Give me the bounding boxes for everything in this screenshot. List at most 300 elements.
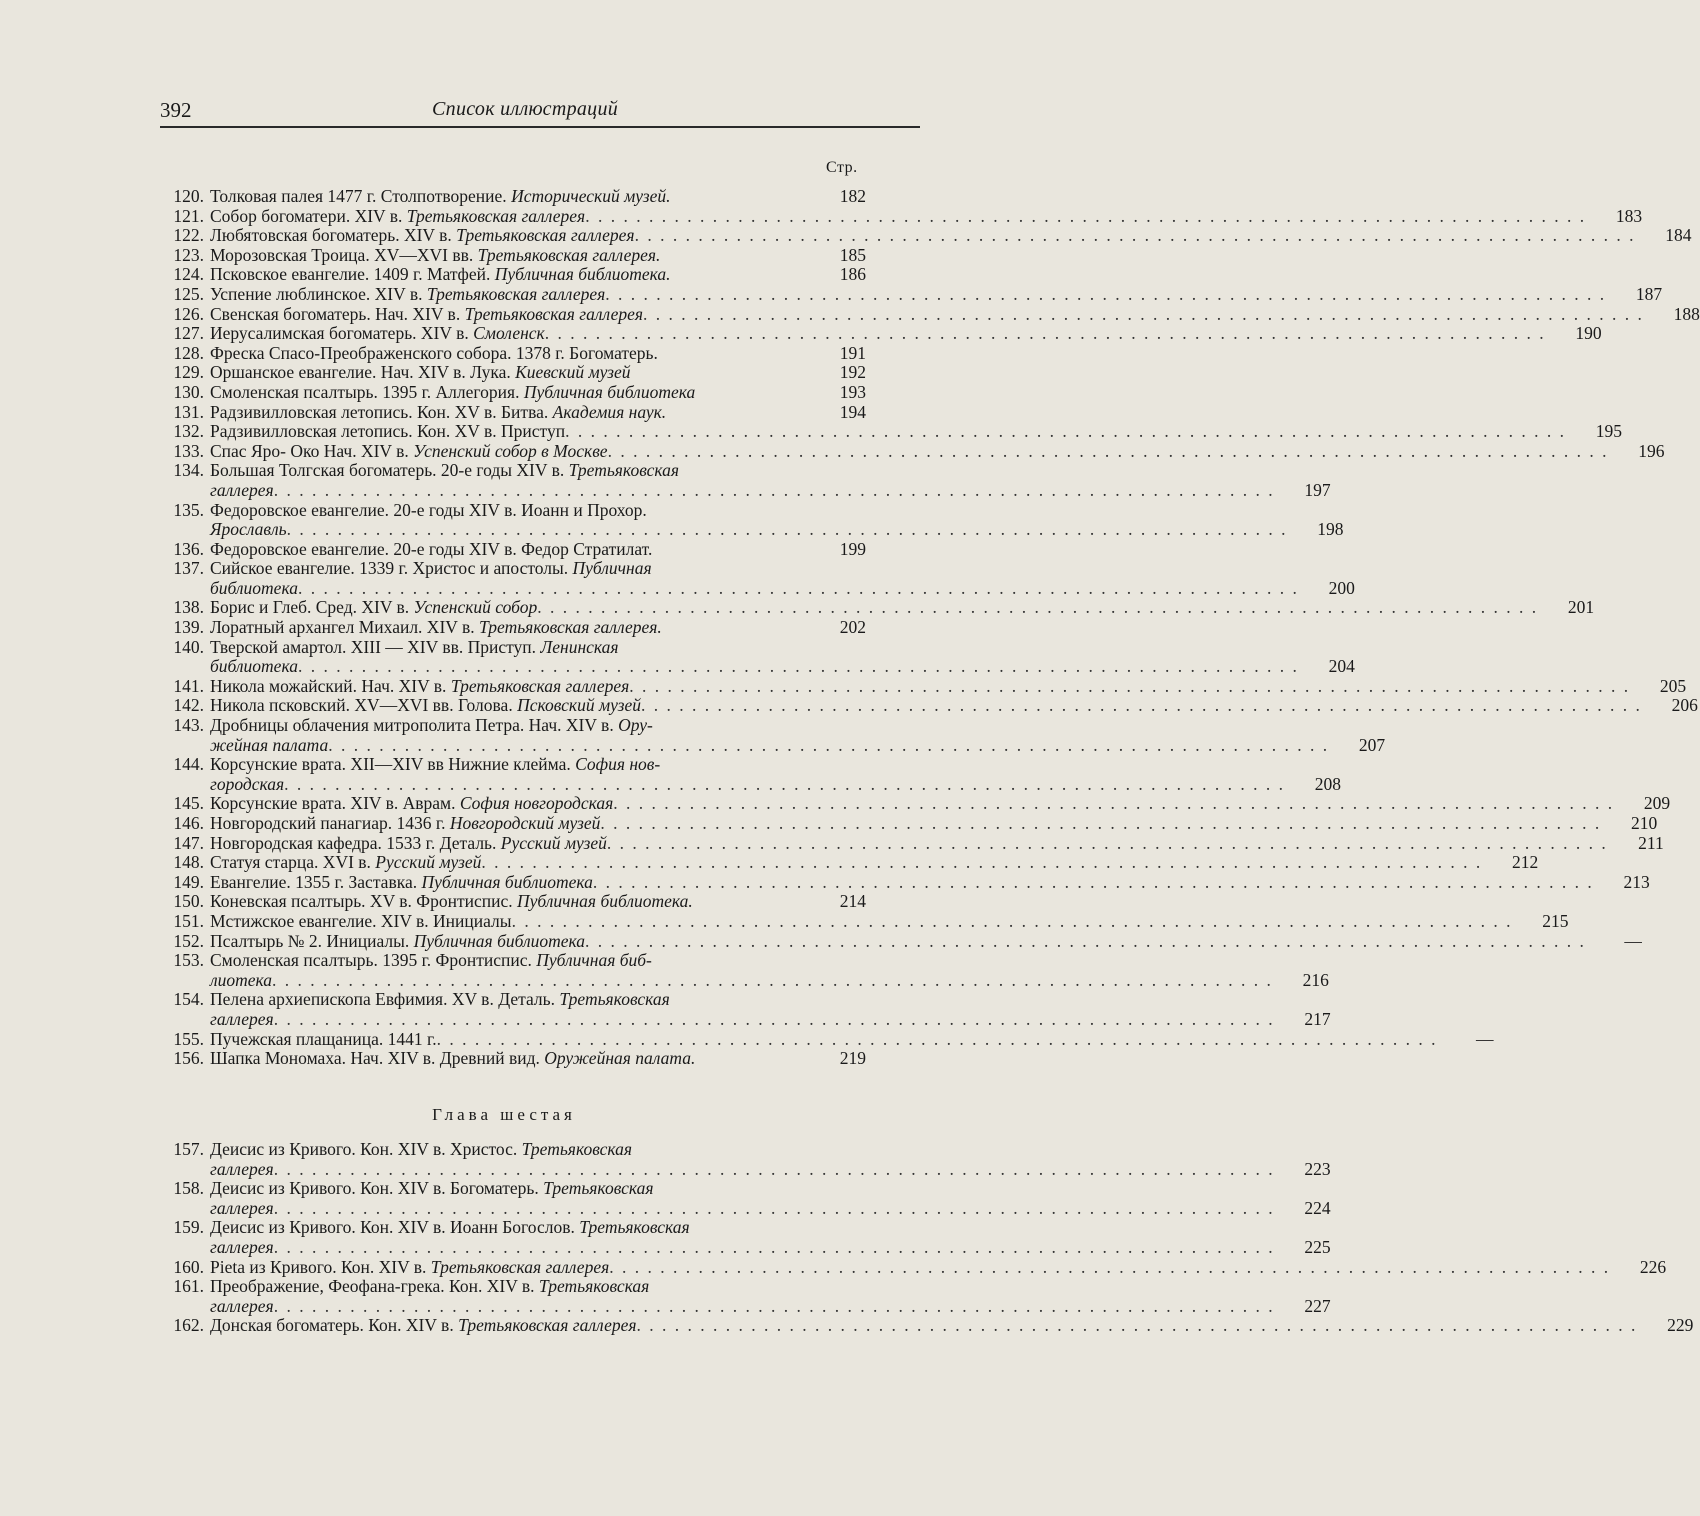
caption-line [210,990,1275,1010]
entry-number: 125. [173,283,204,304]
caption-source: лиотека [210,969,273,990]
entry-caption [208,305,1644,325]
caption-text: Дробницы облачения митрополита Петра. Нач. XIV в. [210,715,619,736]
entry-number: 122. [173,225,204,246]
dot-leader [635,226,1636,246]
caption-line [210,324,1546,344]
caption-text: Псковское евангелие. 1409 г. Матфей. [210,264,495,285]
entry-page: 186 [839,264,866,285]
caption-line [210,736,1329,756]
caption-source: Киевский музей [515,362,631,383]
dot-leader [284,775,1285,795]
list-item [160,636,1355,677]
entry-number: 124. [173,264,204,285]
list-item [160,499,1344,540]
list-item [160,323,1602,344]
caption-text: Смоленская псалтырь. 1395 г. Фронтиспис. [210,950,537,971]
caption-source: Третьяковская галлерея [406,205,586,226]
list-item [160,892,866,912]
caption-source: Русский музей [500,832,607,853]
entry-page: 227 [1304,1295,1331,1316]
entry-number: 144. [173,754,204,775]
caption-source: Третьяковская [579,1217,690,1238]
list-item [160,540,866,560]
caption-line [210,1238,1275,1258]
caption-text: Тверской амартол. XIII — XIV вв. Приступ. [210,636,541,657]
entry-caption [208,207,1586,227]
entry-number: 120. [173,186,204,206]
entry-page: 183 [1615,205,1643,226]
dot-leader [537,598,1538,618]
entry-caption [208,403,810,423]
caption-text: Иерусалимская богоматерь. XIV в. [210,323,474,344]
caption-text: Борис и Глеб. Сред. XIV в. [210,597,414,618]
entry-number: 149. [173,871,204,892]
entry-caption [208,540,810,560]
caption-source: София нов- [575,754,661,775]
caption-source: Успенский собор [413,597,538,618]
caption-line [210,501,1287,521]
caption-source: Ленинская [540,636,619,657]
caption-line [210,892,810,912]
caption-source: Оружейная палата. [544,1048,696,1069]
list-item [160,283,1663,305]
list-item [160,440,1665,462]
dot-leader [274,1010,1275,1030]
entry-caption [208,1277,1275,1316]
caption-source: Третьяковская галлерея [458,1315,637,1336]
dot-leader [545,324,1546,344]
entry-page: 225 [1304,1236,1331,1257]
caption-line [210,226,1635,246]
entry-caption [208,598,1538,618]
entry-number: 142. [173,695,204,716]
caption-text: Корсунские врата. XII—XIV вв Нижние клейма. [210,754,576,775]
entry-number: 130. [173,381,204,402]
entry-page: 211 [1638,832,1664,853]
entry-page: 204 [1328,656,1355,677]
entry-number: 139. [173,617,204,638]
caption-text: Федоровское евангелие. 20-е годы XIV в. Федор Стратилат. [210,538,653,559]
caption-source: Третьяковская [568,460,679,481]
entry-number: 136. [173,538,204,559]
entry-number: 151. [173,910,204,931]
chapter-title: Глава шестая [432,1105,576,1124]
caption-text: Смоленская псалтырь. 1395 г. Аллегория. [210,381,524,402]
caption-line [210,305,1644,325]
dot-leader [437,1030,1438,1050]
entry-page: 213 [1623,871,1650,892]
entry-caption [208,226,1635,246]
caption-line [210,422,1566,442]
caption-line [210,677,1630,697]
caption-source: Третьяковская галлерея. [479,617,662,638]
entry-caption [208,324,1546,344]
entry-page: 197 [1304,479,1331,500]
dot-leader [585,932,1586,952]
caption-text: Псалтырь № 2. Инициалы. [210,930,414,951]
entry-caption [208,912,1512,932]
caption-line [210,559,1299,579]
dot-leader [274,1238,1275,1258]
caption-source: городская [210,773,285,794]
entry-caption [208,363,810,383]
list-item [160,1217,1331,1257]
caption-source: Публичная библиотека [421,871,593,892]
entry-caption [208,932,1586,952]
caption-source: Третьяковская галлерея [430,1256,610,1277]
entry-number: 140. [173,636,204,657]
caption-text: Новгородская кафедра. 1533 г. Деталь. [210,832,501,853]
entry-number: 127. [173,323,204,344]
caption-line [210,1160,1275,1180]
caption-text: Успение люблинское. XIV в. [210,283,427,304]
dot-leader [274,1297,1275,1317]
caption-line [210,207,1586,227]
entry-page: 216 [1302,969,1329,990]
list-item [160,303,1700,325]
entry-number: 129. [173,362,204,383]
list-item [160,558,1355,598]
list-item [160,871,1650,893]
caption-line [210,853,1482,873]
dot-leader [328,736,1329,756]
caption-line [210,1030,1437,1050]
caption-source: Публичная [572,558,652,579]
dot-leader [629,677,1630,697]
entry-number: 146. [173,813,204,833]
caption-source: Третьяковская галлерея [464,303,644,324]
caption-text: Радзивилловская летопись. Кон. XV в. Приступ [210,421,566,442]
entry-page: 223 [1304,1158,1331,1179]
dot-leader [607,834,1608,854]
list-item [160,225,1692,246]
entry-number: 157. [173,1139,204,1159]
dot-leader [274,481,1275,501]
list-item [160,910,1569,932]
caption-source: Новгородский музей [449,813,601,833]
caption-text: Свенская богоматерь. Нач. XIV в. [210,303,465,324]
entry-number: 145. [173,793,204,814]
entry-caption [208,618,810,638]
caption-text: Корсунские врата. XIV в. Аврам. [210,793,460,814]
entry-caption [208,285,1606,305]
entry-caption [208,461,1275,500]
caption-source: библиотека [210,577,298,598]
caption-text: Спас Яро- Око Нач. XIV в. [210,440,414,461]
caption-source: Публичная библиотека [413,930,586,951]
list-item [160,989,1331,1029]
entry-caption [208,1049,810,1069]
caption-source: Успенский собор в Москве [413,440,608,461]
entry-caption [208,951,1273,990]
list-item [160,265,866,285]
caption-text: Сийское евангелие. 1339 г. Христос и апостолы. [210,558,573,579]
list-item [160,675,1687,697]
entry-number: 155. [173,1028,204,1049]
entry-page: 206 [1671,695,1698,716]
dot-leader [585,207,1586,227]
caption-line [210,775,1285,795]
entry-number: 148. [173,852,204,873]
entry-page: 205 [1659,675,1687,696]
entry-page: 190 [1575,323,1602,344]
entry-number: 126. [173,303,204,324]
caption-source: Публичная библиотека. [494,264,671,285]
caption-line [210,1218,1275,1238]
entry-page: 192 [839,362,866,383]
caption-line [210,1140,1275,1160]
list-item [160,403,866,423]
entry-number: 162. [173,1315,204,1336]
caption-line [210,246,810,266]
caption-line [210,1199,1275,1219]
caption-source: галлерея [210,1008,274,1029]
entry-page: 207 [1358,734,1386,755]
entry-caption [208,794,1614,814]
caption-text: Деисис из Кривого. Кон. XIV в. Иоанн Богослов. [210,1217,580,1238]
caption-line [210,618,810,638]
caption-line [210,363,810,383]
caption-source: Публичная биб- [536,950,652,971]
list-item [160,1256,1667,1278]
caption-line [210,403,810,423]
caption-source: Третьяковская [521,1139,632,1159]
entry-page: 193 [839,381,866,402]
caption-line [210,1316,1637,1336]
caption-line [210,442,1608,462]
entry-caption [208,1316,1637,1336]
entry-number: 138. [173,597,204,618]
entry-page: 209 [1643,793,1671,814]
caption-line [210,579,1299,599]
caption-source: Третьяковская [538,1276,650,1297]
page-header [160,98,920,128]
caption-text: Шапка Мономаха. Нач. XIV в. Древний вид. [210,1048,545,1069]
caption-text: Пучежская плащаница. 1441 г. [210,1028,437,1049]
dot-leader [565,422,1566,442]
entry-number: 137. [173,558,204,579]
caption-source: Смоленск [473,323,545,344]
list-item [160,1139,1331,1179]
entry-number: 132. [173,421,204,442]
entry-page: 196 [1638,440,1665,461]
dot-leader [481,853,1482,873]
caption-source: Академия наук. [552,401,667,422]
entry-number: 161. [173,1276,204,1297]
entry-caption [208,344,810,364]
caption-text: Никола псковский. XV—XVI вв. Голова. [210,695,518,716]
caption-text: Статуя старца. XVI в. [210,852,376,873]
caption-text: Толковая палея 1477 г. Столпотворение. [210,186,512,206]
entry-number: 152. [173,930,204,951]
caption-source: Ору- [618,715,653,736]
entry-caption [208,834,1608,854]
caption-line [210,951,1273,971]
list-item [160,950,1329,990]
caption-source: Публичная библиотека [523,381,696,402]
entry-caption [208,814,1601,834]
caption-line [210,971,1273,991]
caption-source: галлерея [210,1295,274,1316]
caption-text: Пелена архиепископа Евфимия. XV в. Деталь. [210,989,560,1010]
entry-page: 191 [839,342,866,363]
entry-page: 185 [839,244,866,265]
entry-number: 123. [173,244,204,265]
caption-line [210,598,1538,618]
entry-number: 121. [173,205,204,226]
entry-number: 131. [173,401,204,422]
list-item [160,460,1331,500]
entry-caption [208,990,1275,1029]
caption-line [210,285,1606,305]
caption-line [210,520,1287,540]
caption-line [210,657,1299,677]
entry-caption [208,1030,1437,1050]
dot-leader [512,912,1513,932]
entry-caption [208,696,1642,716]
caption-line [210,383,810,403]
list-item [160,754,1341,794]
entry-caption [208,265,810,285]
dot-leader [287,520,1288,540]
caption-text: Новгородский панагиар. 1436 г. [210,813,450,833]
list-item [160,832,1664,854]
entry-number: 150. [173,891,204,912]
entry-caption [208,1258,1610,1278]
entry-page: 224 [1304,1197,1331,1218]
page-column-heading: Стр. [826,159,858,176]
entry-number: 159. [173,1217,204,1238]
page-number: 392 [160,98,192,122]
entry-caption [208,559,1299,598]
entry-caption [208,677,1630,697]
caption-line [210,834,1608,854]
caption-text: Любятовская богоматерь. XIV в. [210,225,457,246]
entry-page: 208 [1314,773,1341,794]
header-rule [160,126,920,128]
caption-text: Деисис из Кривого. Кон. XIV в. Богоматерь. [210,1178,544,1199]
caption-source: Третьяковская галлерея [450,675,630,696]
entry-caption [208,1179,1275,1218]
entry-number: 160. [173,1256,204,1277]
list-item [160,715,1386,755]
entry-caption [208,892,810,912]
entry-page: 217 [1304,1008,1331,1029]
caption-text: Деисис из Кривого. Кон. XIV в. Христос. [210,1139,522,1159]
entry-page: 188 [1673,303,1700,324]
list-item [160,1028,1494,1050]
entry-caption [208,422,1566,442]
entry-page: 214 [839,891,866,912]
entry-page: — [1475,1028,1494,1049]
dot-leader [641,696,1642,716]
list-item [160,187,866,207]
caption-text: Морозовская Троица. XV—XVI вв. [210,244,478,265]
caption-line [210,932,1586,952]
list-item [160,246,866,266]
list-item [160,852,1539,873]
entry-caption [208,501,1287,540]
list-item [160,344,866,364]
entry-number: 128. [173,342,204,363]
caption-line [210,912,1512,932]
caption-source: Русский музей [375,852,482,873]
entry-page: 202 [839,617,866,638]
caption-source: Ярославль [210,519,287,540]
entry-page: 198 [1317,519,1344,540]
entry-number: 156. [173,1048,204,1069]
entry-caption [208,442,1608,462]
caption-text: Преображение, Феофана-грека. Кон. XIV в. [210,1276,539,1297]
caption-source: Третьяковская галлерея. [477,244,661,265]
dot-leader [600,814,1601,834]
list-item [160,363,866,383]
caption-line [210,1049,810,1069]
caption-source: жейная палата [210,734,329,755]
caption-line [210,265,810,285]
caption-text: Донская богоматерь. Кон. XIV в. [210,1315,459,1336]
dot-leader [274,1160,1275,1180]
entry-caption [208,716,1329,755]
caption-text: Евангелие. 1355 г. Заставка. [210,871,422,892]
entry-page: — [1624,930,1642,951]
caption-text: Оршанское евангелие. Нач. XIV в. Лука. [210,362,516,383]
entry-number: 133. [173,440,204,461]
caption-line [210,1277,1275,1297]
illustration-list [160,186,1700,1069]
caption-line [210,344,810,364]
entry-caption [208,638,1299,677]
caption-source: галлерея [210,1158,274,1179]
dot-leader [609,1258,1610,1278]
entry-number: 147. [173,832,204,853]
entry-caption [208,246,810,266]
dot-leader [272,971,1273,991]
caption-line [210,1010,1275,1030]
list-item [160,1315,1694,1336]
entry-number: 141. [173,675,204,696]
caption-line [210,1297,1275,1317]
caption-line [210,481,1275,501]
entry-number: 154. [173,989,204,1010]
caption-text: Радзивилловская летопись. Кон. XV в. Битва. [210,401,553,422]
caption-line [210,540,810,560]
caption-source: Третьяковская галлерея [456,225,635,246]
entry-caption [208,873,1594,893]
caption-text: Никола можайский. Нач. XIV в. [210,675,451,696]
entry-number: 153. [173,950,204,971]
entry-page: 182 [839,186,866,206]
list-item [160,421,1622,442]
caption-source: София новгородская [459,793,614,814]
list-item [160,695,1698,716]
caption-line [210,1258,1610,1278]
caption-source: Публичная библиотека. [517,891,693,912]
list-item [160,1178,1331,1218]
dot-leader [593,873,1594,893]
caption-text: Фреска Спасо-Преображенского собора. 1378 г. Богоматерь. [210,342,658,363]
caption-line [210,638,1299,658]
caption-text: Лоратный архангел Михаил. XIV в. [210,617,479,638]
caption-source: Третьяковская [559,989,670,1010]
caption-source: галлерея [210,1236,274,1257]
list-item [160,1049,866,1069]
entry-number: 134. [173,460,204,481]
caption-source: Исторический музей. [511,186,671,206]
entry-page: 212 [1512,852,1539,873]
entry-page: 200 [1328,577,1355,598]
